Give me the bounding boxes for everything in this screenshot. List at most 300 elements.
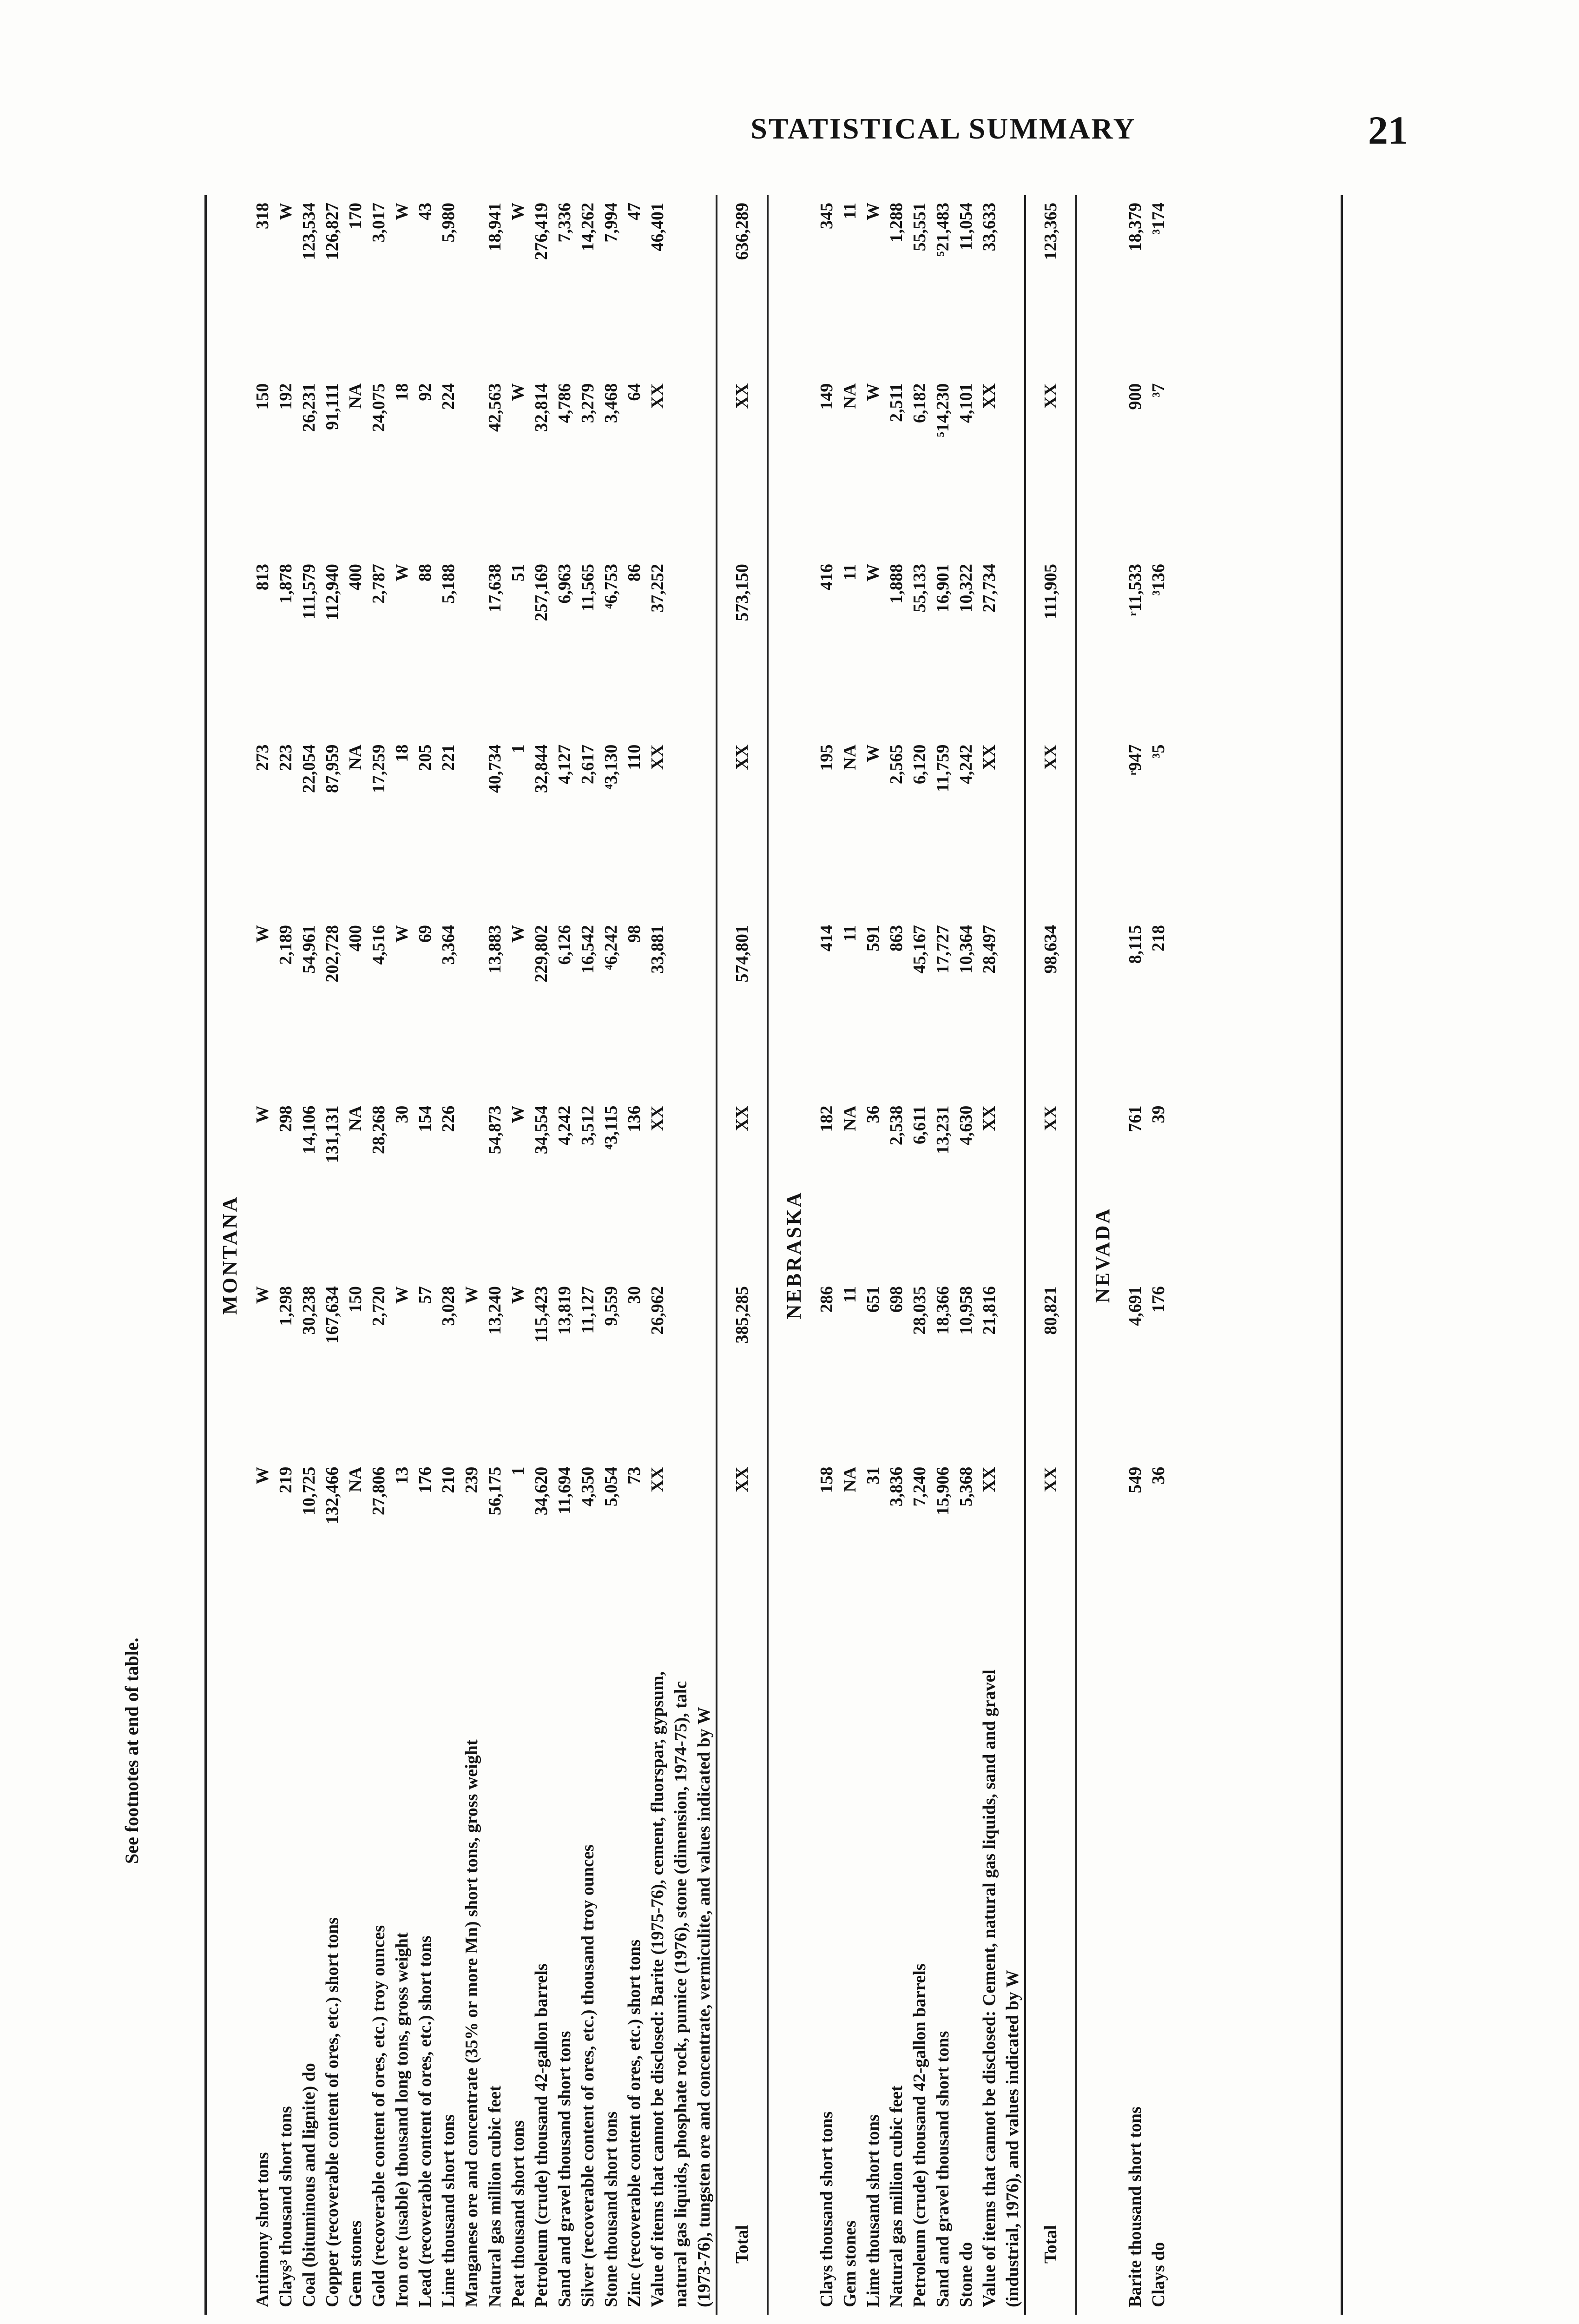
unit-label: thousand short tons [555,2031,574,2180]
value-cell: 4,516 [369,925,388,965]
value-cell: 14,262 [578,203,598,251]
value-cell: XX [980,383,999,409]
page-header [595,107,1408,163]
value-cell: W [863,564,883,582]
value-cell: 10,322 [956,564,976,613]
table-row [553,195,576,2315]
value-cell: 112,940 [322,564,342,621]
value-cell: 18,941 [485,203,505,251]
table-row [599,195,623,2315]
value-cell: ³136 [1149,564,1168,596]
value-cell: 11,054 [956,203,976,251]
value-cell: 5,368 [956,1466,976,1507]
total-row [717,195,768,2315]
row-label [862,1640,885,2315]
value-cell: 18 [392,383,412,401]
unit-label: thousand short tons [1125,2106,1145,2256]
commodity-name: Petroleum (crude) [532,2170,551,2307]
value-cell: 27,806 [369,1466,388,1516]
value-cell: W [276,203,296,220]
row-label [553,1640,576,2315]
row-label [251,1640,274,2315]
table-row [483,195,507,2315]
value-cell: NA [840,744,860,770]
value-cell: 22,054 [299,744,319,793]
value-cell: 26,962 [648,1286,667,1335]
unit-label: thousand long tons, gross weight [392,1932,412,2177]
state-heading: NEBRASKA [783,1190,805,1320]
value-cell: W [392,203,412,220]
value-cell: W [253,1286,272,1304]
value-cell: ⁴6,242 [601,925,621,971]
value-cell: 591 [863,925,883,952]
value-cell: 158 [817,1466,836,1493]
value-cell: 219 [276,1466,296,1493]
value-cell: XX [980,744,999,770]
total-value-cell: 98,634 [1025,918,1076,1098]
value-cell: 11,127 [578,1286,598,1334]
value-cell: 863 [887,925,906,952]
value-cell: 13,240 [485,1286,505,1335]
row-label [321,1640,344,2315]
value-cell: 900 [1125,383,1145,410]
value-cell: 2,720 [369,1286,388,1326]
value-cell: 4,691 [1125,1286,1145,1326]
value-cell: 87,959 [322,744,342,793]
commodity-name: Natural gas [485,2219,505,2307]
table-row [838,195,862,2315]
value-cell: 286 [817,1286,836,1313]
commodity-name: Stone [956,2265,976,2307]
value-cell: 761 [1125,1105,1145,1132]
value-cell: 39 [1149,1105,1168,1123]
commodity-name: Petroleum (crude) [910,2170,929,2307]
value-cell: 205 [415,744,435,771]
commodity-name: Peat [508,2274,528,2307]
value-cell: ³5 [1149,744,1168,759]
value-cell: ʳ947 [1125,744,1145,776]
row-label [599,1640,623,2315]
value-cell: W [508,925,528,943]
value-cell: 192 [276,383,296,410]
value-cell: 7,336 [555,203,574,243]
value-cell: XX [980,1466,999,1492]
table-row [978,195,1025,2315]
value-cell: 17,638 [485,564,505,613]
value-cell [460,918,483,1098]
value-cell: 400 [346,564,365,591]
value-cell: 86 [625,564,644,582]
value-cell: ⁵14,230 [933,383,953,437]
value-cell [460,1098,483,1279]
row-label [931,1640,954,2315]
commodity-name: Sand and gravel [555,2185,574,2307]
state-heading: MONTANA [218,1195,241,1315]
value-cell: 154 [415,1105,435,1132]
value-cell: 239 [462,1466,481,1493]
value-cell: 11 [840,203,860,219]
value-cell: 14,106 [299,1105,319,1155]
table-row [507,195,530,2315]
value-cell: 16,542 [578,925,598,974]
row-label [1124,1640,1147,2315]
value-cell: 167,634 [322,1286,342,1344]
commodity-name: Antimony [253,2232,272,2307]
value-cell: W [392,925,412,943]
state-heading-row [768,195,815,2315]
value-cell: 4,350 [578,1466,598,1507]
value-cell: 69 [415,925,435,943]
table-row [251,195,274,2315]
unit-label: thousand short tons [508,2120,528,2270]
value-cell: 40,734 [485,744,505,793]
value-cell: 273 [253,744,272,771]
total-label: Total [717,1640,768,2315]
value-cell: 2,511 [887,383,906,423]
value-cell: 15,906 [933,1466,953,1516]
value-cell: 1,888 [887,564,906,604]
table-row [954,195,978,2315]
table-row [623,195,646,2315]
value-cell: W [253,1466,272,1485]
value-cell: 3,279 [578,383,598,423]
value-cell: 55,551 [910,203,929,251]
unit-label: million cubic feet [887,2085,906,2215]
table-row [862,195,885,2315]
value-cell: 30,238 [299,1286,319,1335]
value-cell: 176 [415,1466,435,1493]
value-cell: 221 [439,744,458,771]
value-cell: 115,423 [532,1286,551,1343]
unit-label: million cubic feet [485,2085,505,2215]
value-cell: 54,961 [299,925,319,974]
total-label: Total [1025,1640,1076,2315]
value-cell: 13,883 [485,925,505,974]
commodity-name: Coal (bituminous and lignite) [299,2086,319,2307]
row-label [838,1640,862,2315]
value-cell: W [253,925,272,943]
value-cell: 7,240 [910,1466,929,1507]
value-cell: W [392,1286,412,1304]
value-cell: 73 [625,1466,644,1485]
value-cell: 126,827 [322,203,342,260]
value-cell: 2,787 [369,564,388,604]
value-cell: 32,844 [532,744,551,793]
value-cell: 698 [887,1286,906,1313]
value-cell: 18,366 [933,1286,953,1335]
row-label [978,1640,1025,2315]
value-cell: 4,242 [555,1105,574,1146]
value-cell: 36 [1149,1466,1168,1485]
value-cell: 3,836 [887,1466,906,1507]
value-cell: 91,111 [322,383,342,430]
value-cell: 276,419 [532,203,551,260]
value-cell: 416 [817,564,836,591]
commodity-name: Gold (recoverable content of ores, etc.) [369,2016,388,2307]
table-row [1147,195,1170,2315]
row-label [460,1640,483,2315]
value-cell: 6,182 [910,383,929,423]
total-value-cell: XX [717,1098,768,1279]
value-cell: ³174 [1149,203,1168,235]
value-cell: 3,017 [369,203,388,243]
commodity-name: Gem stones [346,2220,365,2307]
value-cell [460,737,483,918]
table-row [1124,195,1147,2315]
value-cell: 28,497 [980,925,999,974]
unit-label: short tons [322,1917,342,1993]
value-cell: 13,819 [555,1286,574,1335]
table-row [390,195,414,2315]
row-label [274,1640,297,2315]
value-cell: 13 [392,1466,412,1485]
statistical-table [204,195,1170,2315]
value-cell: 5,054 [601,1466,621,1507]
value-cell: 210 [439,1466,458,1493]
table-row [437,195,460,2315]
value-cell: 55,133 [910,564,929,613]
value-cell: 92 [415,383,435,401]
value-cell: 6,120 [910,744,929,785]
value-cell: 31 [863,1466,883,1485]
value-cell: XX [648,1466,667,1492]
value-cell: 8,115 [1125,925,1145,964]
value-cell: ⁵21,483 [933,203,953,257]
value-cell: 195 [817,744,836,771]
value-cell [460,195,483,376]
value-cell: 176 [1149,1286,1168,1313]
value-cell: 56,175 [485,1466,505,1516]
commodity-name: Lead (recoverable content of ores, etc.) [415,2015,435,2307]
value-cell: NA [346,1105,365,1131]
row-label [646,1640,717,2315]
value-cell: 57 [415,1286,435,1304]
unit-label: troy ounces [369,1925,388,2012]
value-cell: 1,878 [276,564,296,604]
total-value-cell: XX [1025,376,1076,557]
commodity-name: Lime [439,2268,458,2307]
table-row [646,195,717,2315]
value-cell: 4,101 [956,383,976,423]
value-cell: 17,727 [933,925,953,974]
value-cell: 51 [508,564,528,582]
value-cell: 3,364 [439,925,458,965]
value-cell: 5,188 [439,564,458,604]
value-cell: 33,633 [980,203,999,251]
value-cell: 224 [439,383,458,410]
total-value-cell: XX [1025,1098,1076,1279]
table-row [908,195,931,2315]
unit-label: thousand troy ounces [578,1844,598,2005]
value-cell: 11,694 [555,1466,574,1515]
unit-label: short tons, gross weight [462,1739,481,1917]
value-cell: 11 [840,925,860,942]
commodity-name: Zinc (recoverable content of ores, etc.) [625,2019,644,2307]
unit-label: thousand short tons [439,2114,458,2264]
value-cell: 10,364 [956,925,976,974]
table-row [576,195,599,2315]
value-cell: 170 [346,203,365,229]
value-cell: 47 [625,203,644,220]
value-cell: 345 [817,203,836,229]
value-cell: 36 [863,1105,883,1123]
state-heading-row [1076,195,1124,2315]
value-cell: 202,728 [322,925,342,983]
value-cell: 132,466 [322,1466,342,1525]
value-cell: 400 [346,925,365,952]
value-cell: 30 [625,1286,644,1304]
value-cell: 45,167 [910,925,929,974]
value-cell: 182 [817,1105,836,1132]
row-label [954,1640,978,2315]
value-cell: 13,231 [933,1105,953,1155]
unit-label: do [299,2063,319,2082]
value-cell: 131,131 [322,1105,342,1163]
total-value-cell: 111,905 [1025,556,1076,737]
value-cell [460,376,483,557]
value-cell: 4,242 [956,744,976,785]
total-value-cell: 80,821 [1025,1279,1076,1459]
state-heading-row [204,195,251,2315]
row-label [530,1640,553,2315]
value-cell: 18 [392,744,412,762]
table-row [530,195,553,2315]
value-cell: W [508,383,528,401]
value-cell: NA [840,383,860,409]
total-value-cell: 574,801 [717,918,768,1098]
value-cell: 9,559 [601,1286,621,1326]
unit-label: thousand short tons [817,2111,836,2261]
value-cell: 37,252 [648,564,667,613]
commodity-name: Value of items that cannot be disclosed: Cement, natural gas liquids, sand and gravel (industrial, 1976), and values indicated by W [980,1670,1022,2307]
total-value-cell: XX [717,737,768,918]
commodity-name: Stone [601,2265,621,2307]
value-cell: XX [980,1105,999,1131]
value-cell: 123,534 [299,203,319,260]
row-label [483,1640,507,2315]
value-cell: XX [648,744,667,770]
row-label [437,1640,460,2315]
value-cell: 223 [276,744,296,771]
value-cell: W [863,203,883,220]
value-cell: 3,028 [439,1286,458,1326]
value-cell: 17,259 [369,744,388,793]
total-value-cell: 385,285 [717,1279,768,1459]
value-cell: 2,565 [887,744,906,785]
value-cell: ³7 [1149,383,1168,398]
value-cell: ⁴6,753 [601,564,621,609]
value-cell: 226 [439,1105,458,1132]
value-cell [460,556,483,737]
total-value-cell: 123,365 [1025,195,1076,376]
table-row [367,195,390,2315]
value-cell: 11 [840,564,860,581]
value-cell: 318 [253,203,272,229]
value-cell: 18,379 [1125,203,1145,251]
unit-label: do [956,2242,976,2261]
value-cell: 98 [625,925,644,943]
value-cell: 4,630 [956,1105,976,1146]
commodity-name: Copper (recoverable content of ores, etc.) [322,1997,342,2307]
value-cell: 11,759 [933,744,953,792]
table-row [885,195,908,2315]
value-cell: 64 [625,383,644,401]
value-cell: 54,873 [485,1105,505,1155]
unit-label: thousand 42-gallon barrels [532,1963,551,2166]
table-row [274,195,297,2315]
unit-label: thousand short tons [601,2111,621,2261]
value-cell: ʳ11,533 [1125,564,1145,616]
value-cell: W [863,744,883,762]
value-cell: 218 [1149,925,1168,952]
value-cell: 43 [415,203,435,220]
value-cell: 46,401 [648,203,667,251]
commodity-name: Manganese ore and concentrate (35% or more Mn) [462,1921,481,2307]
value-cell: 88 [415,564,435,582]
value-cell: 414 [817,925,836,952]
value-cell: 34,620 [532,1466,551,1516]
total-value-cell: XX [1025,1459,1076,1640]
unit-label: thousand 42-gallon barrels [910,1963,929,2166]
total-value-cell: XX [1025,737,1076,918]
row-label [390,1640,414,2315]
total-value-cell: 636,289 [717,195,768,376]
value-cell: XX [648,1105,667,1131]
value-cell: 136 [625,1105,644,1132]
unit-label: short tons [415,1935,435,2011]
value-cell: NA [840,1105,860,1131]
table-row [460,195,483,2315]
value-cell: 11,565 [578,564,598,612]
value-cell: 27,734 [980,564,999,613]
unit-label: short tons [625,1939,644,2015]
footnote: See footnotes at end of table. [121,1637,142,1864]
value-cell: 24,075 [369,383,388,432]
row-label [1147,1640,1170,2315]
row-label [414,1640,437,2315]
commodity-name: Clays [817,2265,836,2307]
value-cell: 3,468 [601,383,621,423]
unit-label: thousand short tons [276,2106,296,2256]
row-label [623,1640,646,2315]
value-cell: 1 [508,1466,528,1476]
value-cell: 7,994 [601,203,621,243]
commodity-name: Value of items that cannot be disclosed: Barite (1975-76), cement, fluorspar, gypsum, natural gas liquids, phosphate rock, pumice (1976), stone (dimension, 1974-75), talc (1973-76), tungsten ore and concentrate, vermiculite, and values indicated by W [648,1671,714,2307]
table-body [204,195,1170,2315]
row-label [576,1640,599,2315]
value-cell: NA [346,1466,365,1492]
value-cell: 111,579 [299,564,319,620]
row-label [344,1640,367,2315]
value-cell: NA [346,383,365,409]
value-cell: 6,963 [555,564,574,604]
value-cell: 150 [346,1286,365,1313]
table-row [931,195,954,2315]
value-cell: 33,881 [648,925,667,974]
row-label [507,1640,530,2315]
value-cell: 651 [863,1286,883,1313]
rotated-table [204,195,1338,2315]
value-cell: NA [840,1466,860,1492]
value-cell: ⁴3,130 [601,744,621,790]
value-cell: W [508,1105,528,1123]
value-cell: 28,035 [910,1286,929,1335]
value-cell: 1 [508,744,528,753]
value-cell: 28,268 [369,1105,388,1155]
value-cell: 6,611 [910,1105,929,1145]
value-cell: 2,617 [578,744,598,785]
value-cell: 26,231 [299,383,319,432]
